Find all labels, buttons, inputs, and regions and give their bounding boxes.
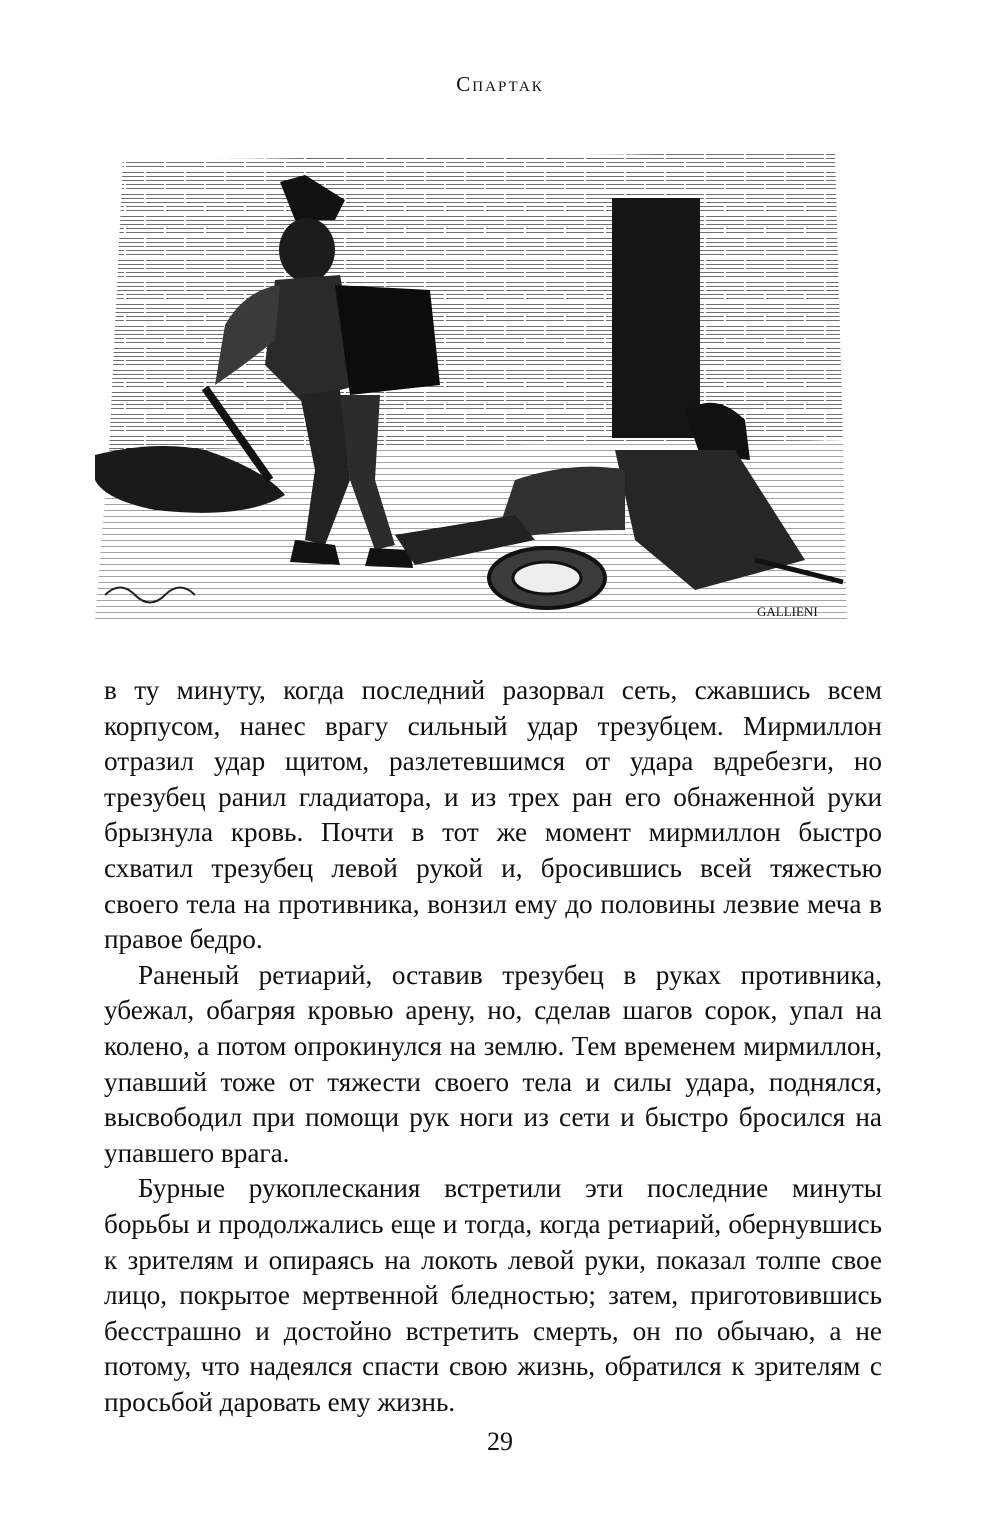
page-number: 29: [487, 1427, 513, 1456]
engraver-signature-right: GALLIENI: [757, 604, 818, 619]
paragraph-3: Бурные рукоплескания встретили эти последние минуты борьбы и продолжались еще и тогда, когда ретиарий, обернувшись к зрителям и опираясь на локоть левой руки, показал толпе свое лицо, покрытое мертвенной бледностью; затем, приготовившись бесстрашно и достойно встретить смерть, он по обычаю, а не потому, что надеялся спасти свою жизнь, обратился к зрителям с просьбой даровать ему жизнь.: [104, 1173, 882, 1417]
engraving-illustration: [95, 150, 847, 625]
body-text: [104, 673, 882, 1420]
paragraph-2: Раненый ретиарий, оставив трезубец в руках противника, убежал, обагряя кровью арену, но, сделав шагов сорок, упал на колено, а потом опрокинулся на землю. Тем временем мирмиллон, упавший тоже от тяжести своего тела и силы удара, поднялся, высвободил при помощи рук ноги из сети и быстро бросился на упавшего врага.: [104, 959, 882, 1168]
paragraph-1: в ту минуту, когда последний разорвал сеть, сжавшись всем корпусом, нанес врагу сильный удар трезубцем. Мирмиллон отразил удар щитом, разлетевшимся от удара вдребезги, но трезубец ранил гладиатора, и из трех ран его обнаженной руки брызнула кровь. Почти в тот же момент мирмиллон быстро схватил трезубец левой рукой и, бросившись всей тяжестью своего тела на противника, вонзил ему до половины лезвие меча в правое бедро.: [104, 675, 882, 955]
doorway: [612, 198, 700, 438]
running-head: Спартак: [456, 72, 544, 96]
